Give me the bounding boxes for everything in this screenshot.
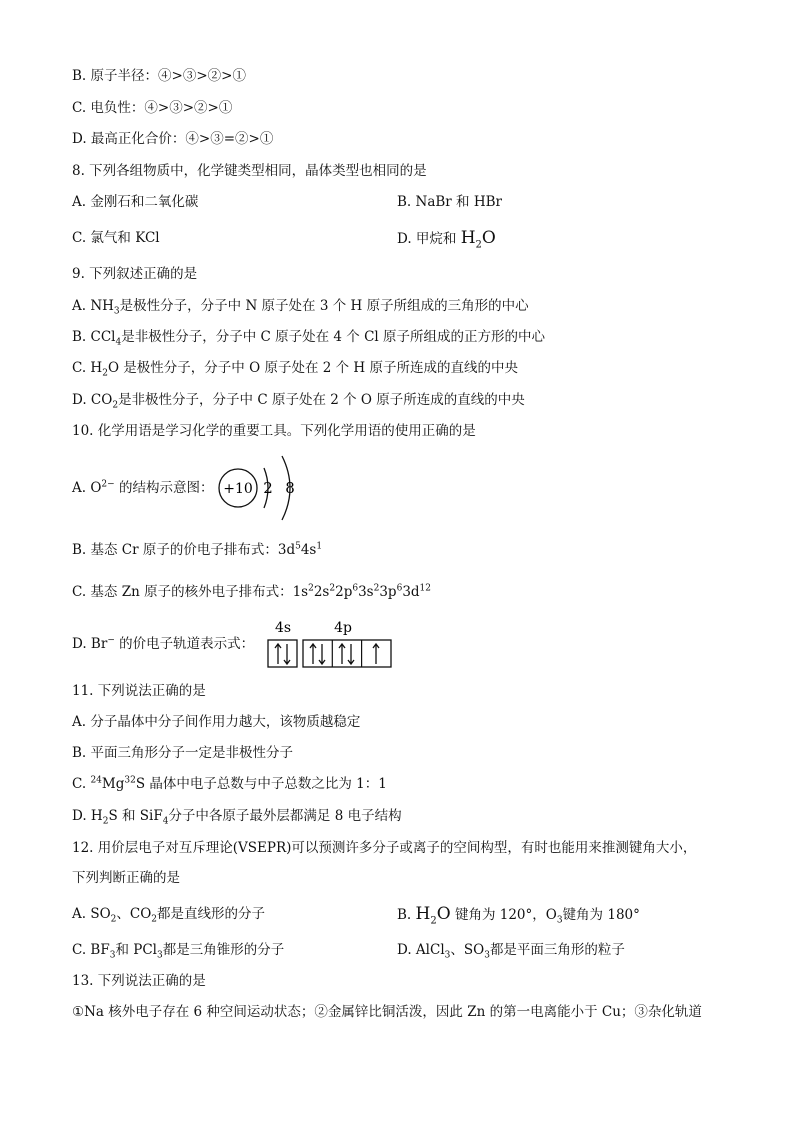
q9-option-b: B. CCl$_4$是非极性分子，分子中 C 原子处在 4 个 Cl 原子所组成的正方形的中心 (72, 329, 546, 348)
q8-option-b: B. NaBr 和 HBr (397, 194, 502, 210)
q8-option-a: A. 金刚石和二氧化碳 (72, 194, 199, 210)
orbital-label-4s: 4s (274, 620, 292, 636)
orbital-label-4p: 4p (334, 620, 352, 636)
q10-stem: 10. 化学用语是学习化学的重要工具。下列化学用语的使用正确的是 (72, 423, 476, 439)
q10-option-c: C. 基态 Zn 原子的核外电子排布式：$1s^22s^22p^63s^23p^63d^{12}$ (72, 583, 431, 600)
nucleus-charge: +10 (223, 481, 253, 497)
q12-stem-line-1: 12. 用价层电子对互斥理论(VSEPR)可以预测许多分子或离子的空间构型，有时也能用来推测键角大小， (72, 840, 697, 856)
q9-stem: 9. 下列叙述正确的是 (72, 266, 198, 282)
q10-option-b: B. 基态 Cr 原子的价电子排布式：$3d^54s^1$ (72, 541, 323, 558)
q11-option-a: A. 分子晶体中分子间作用力越大，该物质越稳定 (72, 714, 361, 730)
q11-option-b: B. 平面三角形分子一定是非极性分子 (72, 745, 294, 761)
q8-stem: 8. 下列各组物质中，化学键类型相同，晶体类型也相同的是 (72, 163, 427, 179)
shell-1-electrons: 2 (263, 479, 273, 497)
q12-option-c: C. $BF_3$和 PCl$_3$都是三角锥形的分子 (72, 942, 285, 961)
q12-option-d: D. AlCl$_3$、$SO_3$都是平面三角形的粒子 (397, 942, 625, 961)
q13-stem: 13. 下列说法正确的是 (72, 973, 206, 989)
q8-option-c: C. 氯气和 KCl (72, 230, 160, 246)
shell-2-electrons: 8 (285, 479, 295, 497)
q7-option-d: D. 最高正化合价：④>③=②>① (72, 131, 274, 147)
q11-stem: 11. 下列说法正确的是 (72, 683, 206, 699)
q10-option-a: A. $O^{2-}$ 的结构示意图： (72, 479, 214, 496)
orbital-box-4p (303, 640, 391, 667)
orbital-box-4s (268, 640, 297, 667)
q13-line-1: ①Na 核外电子存在 6 种空间运动状态；②金属锌比铜活泼，因此 Zn 的第一电离能小于 Cu；③杂化轨道 (72, 1004, 702, 1020)
q9-option-d: D. $CO_2$是非极性分子，分子中 C 原子处在 2 个 O 原子所连成的直线的中央 (72, 392, 525, 411)
q7-option-b: B. 原子半径：④>③>②>① (72, 68, 246, 84)
q12-stem-line-2: 下列判断正确的是 (72, 870, 180, 886)
q11-option-c: C. $^{24}$Mg$^{32}$S 晶体中电子总数与中子总数之比为 1：1 (72, 775, 387, 792)
q7-option-c: C. 电负性：④>③>②>① (72, 100, 233, 116)
electron-arrows (275, 644, 379, 664)
q12-option-a: A. $SO_2$、$CO_2$都是直线形的分子 (72, 906, 266, 925)
q10-option-d: D. Br− 的价电子轨道表示式： (72, 635, 255, 652)
bromide-orbital-diagram (265, 616, 395, 670)
q11-option-d: D. $H_2S$ 和 SiF$_4$分子中各原子最外层都满足 8 电子结构 (72, 808, 402, 827)
q8-option-d: D. 甲烷和 $H_2O$ (397, 228, 496, 251)
q12-option-b: B. $H_2O$ 键角为 120°，$O_3$键角为 180° (397, 904, 640, 927)
q9-option-a: A. $NH_3$是极性分子，分子中 N 原子处在 3 个 H 原子所组成的三角形的中心 (72, 298, 529, 317)
oxygen-ion-structure-diagram (214, 452, 304, 524)
q9-option-c: C. $H_2O$ 是极性分子，分子中 O 原子处在 2 个 H 原子所连成的直线的中央 (72, 360, 518, 379)
